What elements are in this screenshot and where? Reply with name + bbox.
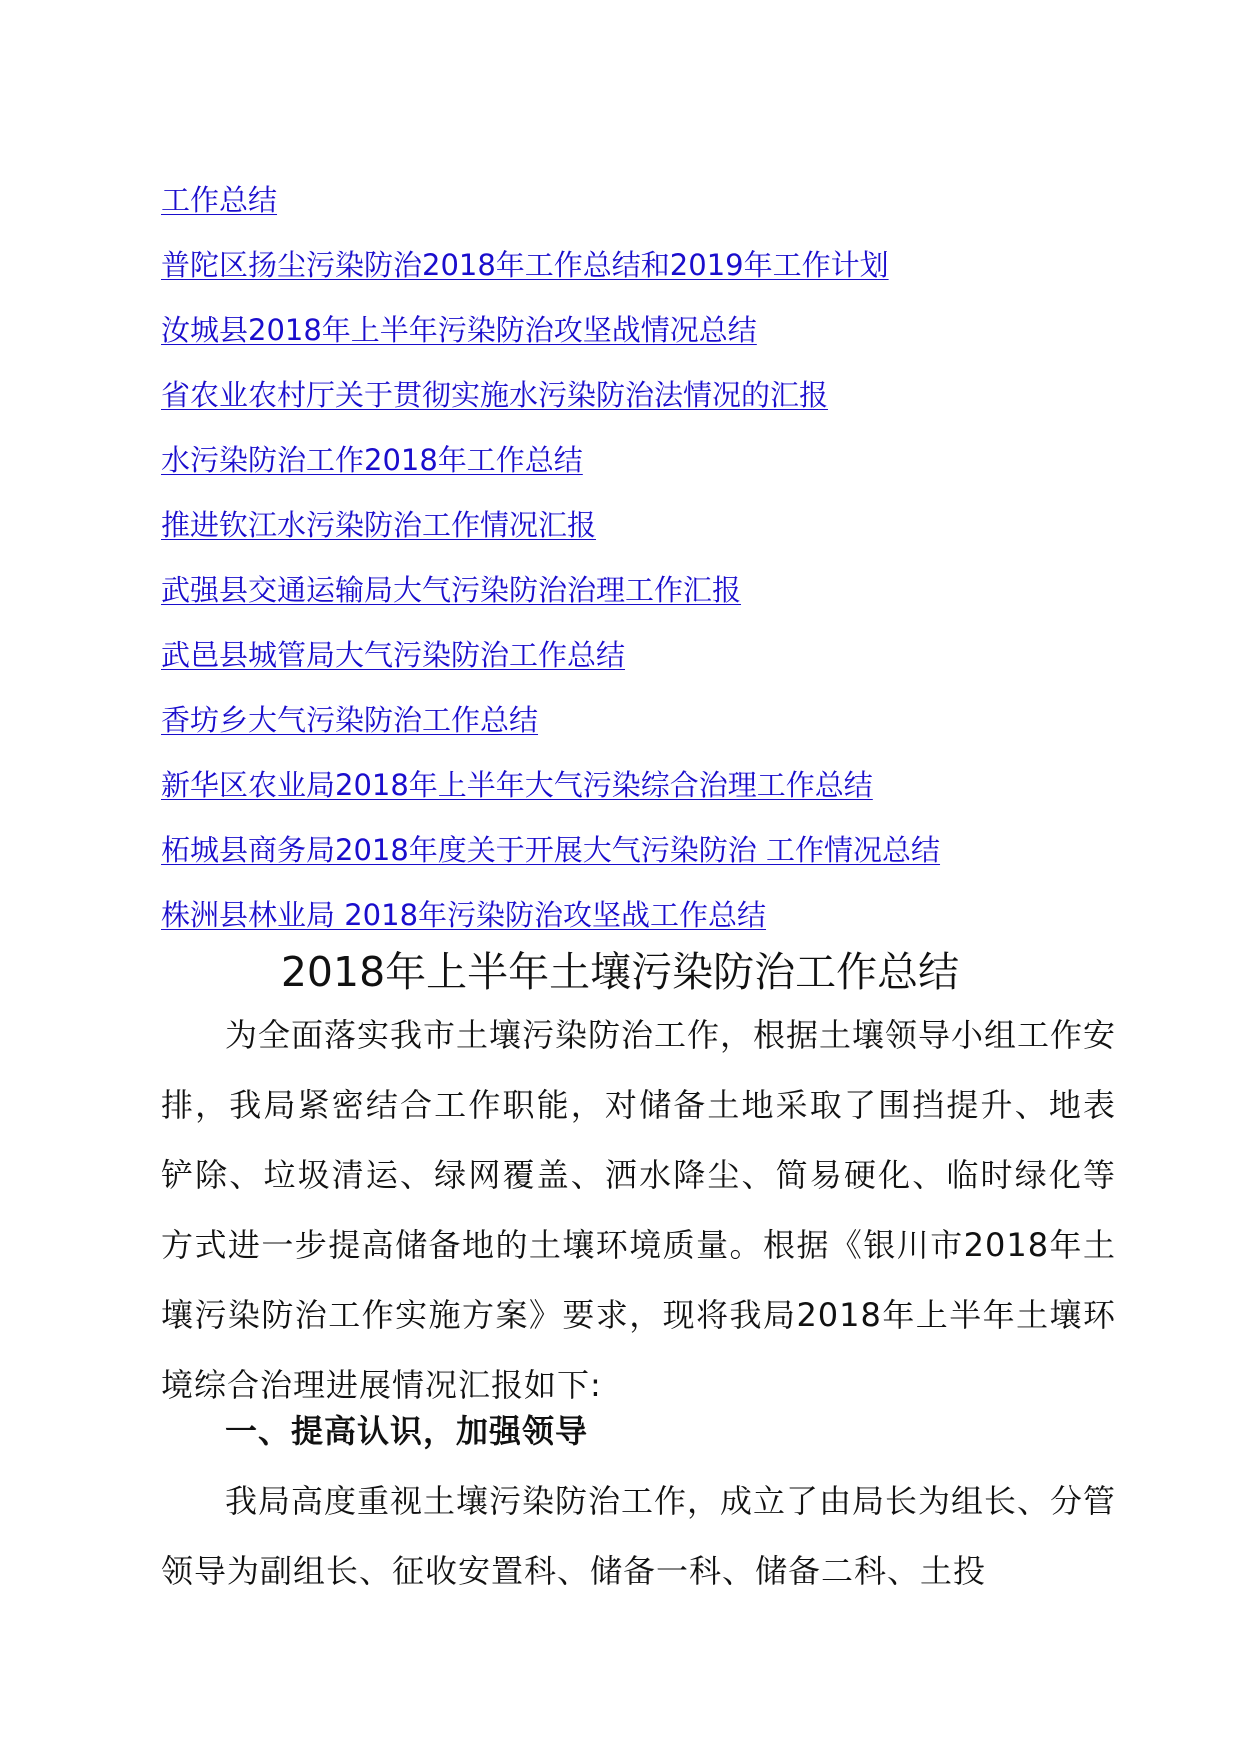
related-link[interactable]: 新华区农业局2018年上半年大气污染综合治理工作总结 <box>161 768 873 802</box>
related-link[interactable]: 工作总结 <box>161 183 278 217</box>
related-link[interactable]: 水污染防治工作2018年工作总结 <box>161 443 583 477</box>
related-link[interactable]: 株洲县林业局 2018年污染防治攻坚战工作总结 <box>161 898 767 932</box>
body-paragraph: 为全面落实我市土壤污染防治工作，根据土壤领导小组工作安排，我局紧密结合工作职能，对储备土地采取了围挡提升、地表铲除、垃圾清运、绿网覆盖、洒水降尘、简易硬化、临时绿化等方式进一步提高储备地的土壤环境质量。根据《银川市2018年土壤污染防治工作实施方案》要求，现将我局2018年上半年土壤环境综合治理进展情况汇报如下: <box>161 1016 1117 1404</box>
related-links-list <box>161 168 1121 948</box>
related-link[interactable]: 武强县交通运输局大气污染防治治理工作汇报 <box>161 573 742 607</box>
section-heading: 一、提高认识，加强领导 <box>225 1412 589 1450</box>
related-link[interactable]: 柘城县商务局2018年度关于开展大气污染防治 工作情况总结 <box>161 833 941 867</box>
document-title: 2018年上半年土壤污染防治工作总结 <box>280 948 960 996</box>
related-link[interactable]: 汝城县2018年上半年污染防治攻坚战情况总结 <box>161 313 757 347</box>
related-link[interactable]: 香坊乡大气污染防治工作总结 <box>161 703 539 737</box>
related-link[interactable]: 普陀区扬尘污染防治2018年工作总结和2019年工作计划 <box>161 248 889 282</box>
related-link[interactable]: 省农业农村厅关于贯彻实施水污染防治法情况的汇报 <box>161 378 829 412</box>
related-link[interactable]: 推进钦江水污染防治工作情况汇报 <box>161 508 597 542</box>
related-link[interactable]: 武邑县城管局大气污染防治工作总结 <box>161 638 626 672</box>
body-paragraph: 我局高度重视土壤污染防治工作，成立了由局长为组长、分管领导为副组长、征收安置科、储备一科、储备二科、土投 <box>161 1482 1117 1590</box>
